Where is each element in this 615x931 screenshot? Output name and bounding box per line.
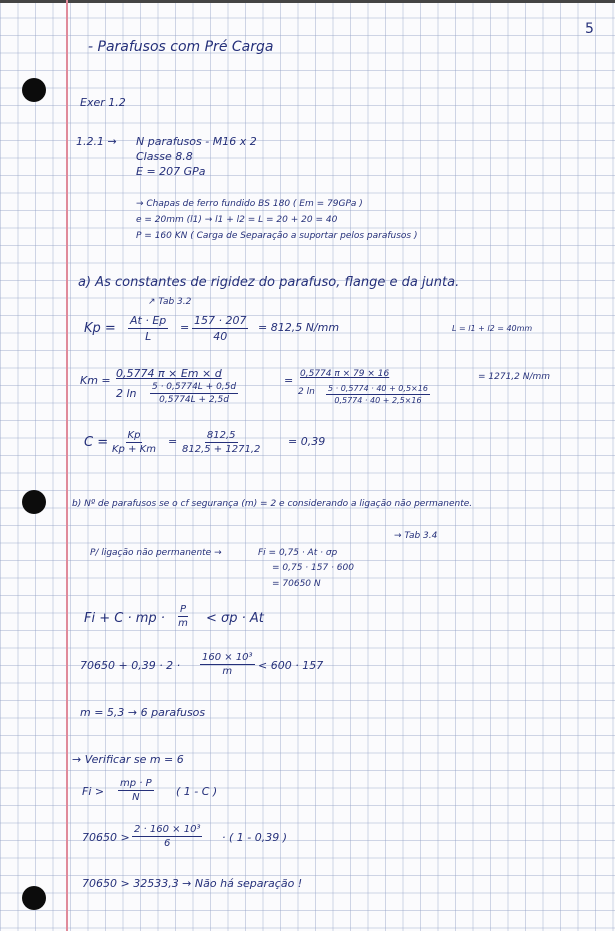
verify-numeric-fraction [132, 824, 202, 849]
verify-numeric-lhs: 70650 > [82, 831, 130, 844]
binder-hole [22, 78, 46, 102]
verify-numeric-denominator: 6 [164, 838, 171, 849]
part-a-heading: a) As constantes de rigidez do parafuso, flange e da junta. [78, 275, 460, 290]
km-den-ln-values: 2 ln [298, 387, 315, 397]
verify-lhs: Fi > [82, 785, 105, 798]
km-numerator: 0,5774 π × Em × d [116, 367, 222, 380]
kp-numerator-values: 157 · 207 [194, 314, 247, 327]
km-numerator-values: 0,5774 π × 79 × 16 [300, 369, 390, 379]
ligacao-label: P/ ligação não permanente → [90, 548, 222, 558]
inequality-rhs: < σp · At [206, 611, 264, 626]
km-log-fraction-values [326, 384, 430, 405]
kp-numerator: At · Ep [130, 314, 167, 327]
tab-ref-3-4: → Tab 3.4 [394, 531, 438, 541]
numeric-inequality-lhs: 70650 + 0,39 · 2 · [80, 659, 181, 672]
numeric-inequality-denominator: m [222, 666, 233, 677]
c-numerator-values: 812,5 [206, 430, 236, 441]
c-numerator: Kp [127, 430, 141, 441]
verify-fraction [118, 778, 154, 803]
fi-result: = 70650 N [272, 579, 321, 589]
km-log-numerator-values: 5 · 0,5774 · 40 + 0,5×16 [328, 384, 428, 393]
given-tag: 1.2.1 → [76, 135, 117, 148]
binder-hole [22, 490, 46, 514]
page-top-edge [0, 0, 615, 3]
verify-numeric-rhs: · ( 1 - 0,39 ) [222, 831, 288, 844]
inequality-fraction [178, 604, 188, 629]
inequality-denominator: m [178, 618, 188, 629]
given-line-3: E = 207 GPa [136, 165, 206, 178]
verify-numeric-numerator: 2 · 160 × 10³ [134, 824, 201, 835]
verify-denominator: N [132, 792, 140, 803]
kp-equals: = [180, 321, 190, 334]
given-line-6: P = 160 KN ( Carga de Separação a suportar pelos parafusos ) [136, 231, 418, 241]
m-result: m = 5,3 → 6 parafusos [80, 706, 206, 719]
verify-numerator: mp · P [120, 778, 152, 789]
fi-values: = 0,75 · 157 · 600 [272, 563, 354, 573]
km-den-ln: 2 ln [116, 387, 137, 400]
length-note: L = l1 + l2 = 40mm [452, 324, 533, 333]
numeric-inequality-numerator: 160 × 10³ [202, 652, 253, 663]
inequality-numerator: P [180, 604, 187, 615]
c-label: C = [84, 435, 109, 450]
kp-denominator-values: 40 [213, 330, 228, 343]
km-log-denominator: 0,5774L + 2,5d [159, 395, 229, 405]
inequality-lhs: Fi + C · mp · [84, 611, 165, 626]
exercise-label: Exer 1.2 [80, 96, 126, 109]
page-title: - Parafusos com Pré Carga [88, 39, 274, 55]
km-equals: = [284, 374, 294, 387]
fi-formula: Fi = 0,75 · At · σp [258, 548, 338, 558]
given-line-4: → Chapas de ferro fundido BS 180 ( Em = 79GPa ) [136, 199, 363, 209]
kp-result: = 812,5 N/mm [258, 321, 340, 334]
given-line-2: Classe 8.8 [136, 150, 193, 163]
part-b-heading: b) Nº de parafusos se o cf segurança (m) = 2 e considerando a ligação não permanente. [72, 499, 473, 509]
binder-hole [22, 886, 46, 910]
c-equals: = [168, 435, 178, 448]
verify-rhs: ( 1 - C ) [176, 785, 218, 798]
page-number: 5 [585, 21, 594, 37]
kp-label: Kp = [84, 321, 116, 336]
kp-fraction [128, 314, 168, 343]
km-result: = 1271,2 N/mm [478, 372, 551, 382]
km-log-fraction [150, 382, 238, 405]
km-log-denominator-values: 0,5774 · 40 + 2,5×16 [334, 396, 422, 405]
c-fraction [112, 430, 156, 455]
verify-heading: → Verificar se m = 6 [72, 753, 184, 766]
c-result: = 0,39 [288, 435, 326, 448]
km-label: Km = [80, 374, 111, 387]
tab-ref-3-2: ↗ Tab 3.2 [148, 297, 192, 307]
kp-fraction-values [192, 314, 248, 343]
c-denominator: Kp + Km [112, 444, 156, 455]
given-line-1: N parafusos - M16 x 2 [136, 135, 257, 148]
c-fraction-values [182, 430, 260, 455]
margin-line [66, 0, 68, 931]
numeric-inequality-fraction [200, 652, 255, 677]
final-conclusion: 70650 > 32533,3 → Não há separação ! [82, 877, 303, 890]
c-denominator-values: 812,5 + 1271,2 [182, 444, 261, 455]
km-log-numerator: 5 · 0,5774L + 0,5d [152, 382, 237, 392]
kp-denominator: L [145, 330, 152, 343]
numeric-inequality-rhs: < 600 · 157 [258, 659, 324, 672]
given-line-5: e = 20mm (l1) → l1 + l2 = L = 20 + 20 = 40 [136, 215, 338, 225]
